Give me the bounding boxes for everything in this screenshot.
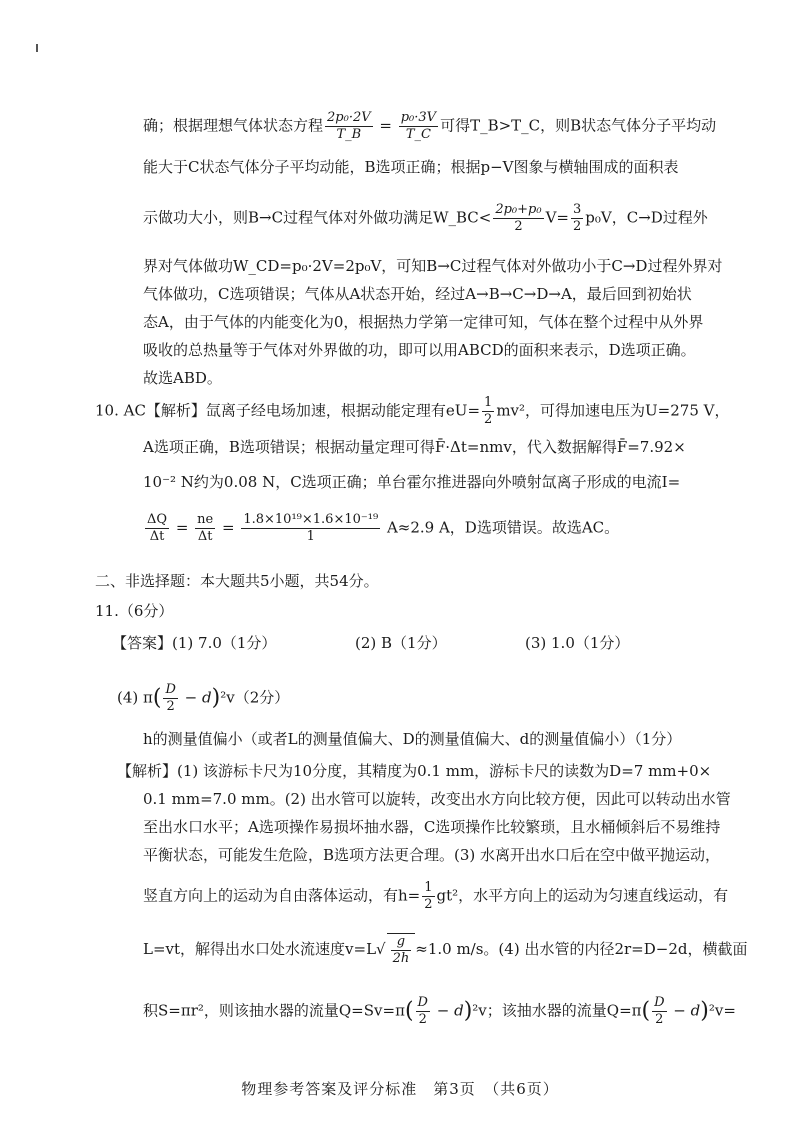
text: 10. AC【解析】氙离子经电场加速，根据动能定理有eU= bbox=[95, 401, 481, 420]
text: ²v（2分） bbox=[220, 688, 290, 707]
text: 可得T_B>T_C，则B状态气体分子平均动 bbox=[440, 116, 717, 135]
equals: = bbox=[374, 116, 397, 135]
q9-line-8: 故选ABD。 bbox=[143, 369, 222, 387]
q11-explain-1: 【解析】(1) 该游标卡尺为10分度，其精度为0.1 mm，游标卡尺的读数为D=7 mm+0× bbox=[117, 762, 712, 780]
q11-explain-4: 平衡状态，可能发生危险，B选项方法更合理。(3) 水离开出水口后在空中做平抛运动， bbox=[143, 846, 721, 864]
text: ²v= bbox=[708, 1001, 736, 1020]
fraction bbox=[241, 512, 380, 545]
text: (4) π bbox=[117, 688, 153, 707]
q11-explain-6 bbox=[143, 933, 747, 967]
q9-line-2: 能大于C状态气体分子平均动能，B选项正确；根据p−V图象与横轴围成的面积表 bbox=[143, 158, 679, 176]
answer-2: (2) B（1分） bbox=[355, 634, 447, 652]
q10-line-3: 10⁻² N约为0.08 N，C选项正确；单台霍尔推进器向外喷射氙离子形成的电流I= bbox=[143, 473, 681, 491]
text: A≈2.9 A，D选项错误。故选AC。 bbox=[382, 518, 620, 537]
equals: = bbox=[171, 518, 194, 537]
fraction-den: 2 bbox=[484, 412, 493, 427]
q11-explain-2: 0.1 mm=7.0 mm。(2) 出水管可以旋转，改变出水方向比较方便，因此可以转动出水管 bbox=[143, 790, 731, 808]
fraction-den: T_C bbox=[405, 127, 431, 142]
text: p₀V，C→D过程外 bbox=[585, 208, 708, 227]
answer-3: (3) 1.0（1分） bbox=[525, 634, 630, 652]
fraction-num: 1 bbox=[484, 395, 493, 410]
sqrt-body bbox=[387, 933, 416, 967]
fraction-num: 1.8×10¹⁹×1.6×10⁻¹⁹ bbox=[243, 512, 379, 527]
text: ²v；该抽水器的流量Q=π bbox=[472, 1001, 642, 1020]
fraction-den: 2 bbox=[572, 219, 582, 234]
fraction-den: Δt bbox=[197, 529, 213, 544]
text: − d bbox=[179, 688, 212, 707]
text: 积S=πr²，则该抽水器的流量Q=Sv=π bbox=[143, 1001, 405, 1020]
fraction bbox=[195, 512, 215, 545]
text: − d bbox=[431, 1001, 464, 1020]
fraction bbox=[482, 395, 494, 428]
text: L=vt，解得出水口处水流速度v=L bbox=[143, 940, 377, 958]
q9-line-7: 吸收的总热量等于气体对外界做的功，即可以用ABCD的面积来表示，D选项正确。 bbox=[143, 341, 696, 359]
fraction bbox=[145, 512, 169, 545]
fraction-den: 2 bbox=[424, 897, 433, 912]
q10-line-2: A选项正确，B选项错误；根据动量定理可得F̄·Δt=nmv，代入数据解得F̄=7.92× bbox=[143, 438, 686, 456]
section-heading: 二、非选择题：本大题共5小题，共54分。 bbox=[95, 572, 379, 590]
fraction-den: 2 bbox=[166, 699, 175, 714]
fraction bbox=[422, 880, 434, 913]
paren-close: ) bbox=[700, 998, 709, 1024]
q9-line-3 bbox=[143, 202, 708, 235]
scan-mark bbox=[36, 44, 38, 52]
fraction-num: 2p₀+p₀ bbox=[495, 202, 542, 217]
text: 确；根据理想气体状态方程 bbox=[143, 116, 324, 135]
fraction-den: 2 bbox=[655, 1012, 664, 1027]
fraction-den: T_B bbox=[336, 127, 362, 142]
answer-1: (1) 7.0（1分） bbox=[172, 634, 277, 652]
fraction bbox=[399, 110, 438, 143]
page-footer: 物理参考答案及评分标准 第3页 （共6页） bbox=[241, 1080, 559, 1098]
fraction-num: 1 bbox=[424, 880, 433, 895]
q11-explain-3: 至出水口水平；A选项操作易损坏抽水器，C选项操作比较繁琐，且水桶倾斜后不易维持 bbox=[143, 818, 721, 836]
text: − d bbox=[668, 1001, 701, 1020]
fraction-num: D bbox=[654, 995, 665, 1010]
q9-line-4: 界对气体做功W_CD=p₀·2V=2p₀V，可知B→C过程气体对外做功小于C→D过程外界对 bbox=[143, 257, 723, 275]
q9-line-5: 气体做功，C选项错误；气体从A状态开始，经过A→B→C→D→A，最后回到初始状 bbox=[143, 285, 692, 303]
q9-line-6: 态A，由于气体的内能变化为0，根据热力学第一定律可知，气体在整个过程中从外界 bbox=[143, 313, 704, 331]
fraction bbox=[416, 995, 430, 1028]
text: V= bbox=[545, 208, 569, 227]
fraction-den: 1 bbox=[306, 529, 315, 544]
fraction-num: D bbox=[417, 995, 428, 1010]
q11-explain-7 bbox=[143, 995, 736, 1028]
q9-line-1 bbox=[143, 110, 716, 143]
fraction bbox=[652, 995, 666, 1028]
fraction-num: p₀·3V bbox=[400, 110, 437, 125]
fraction bbox=[391, 934, 412, 967]
fraction-den: 2 bbox=[418, 1012, 427, 1027]
fraction-num: g bbox=[391, 934, 412, 951]
fraction-den: 2 bbox=[514, 219, 523, 234]
paren-open: ( bbox=[404, 998, 414, 1024]
q10-line-1 bbox=[95, 395, 729, 428]
paren-close: ) bbox=[211, 685, 221, 711]
fraction-num: ne bbox=[197, 512, 214, 527]
fraction bbox=[325, 110, 373, 143]
text: 竖直方向上的运动为自由落体运动，有h= bbox=[143, 886, 421, 905]
fraction-num: D bbox=[165, 682, 176, 697]
paren-open: ( bbox=[641, 998, 651, 1024]
answer-4 bbox=[117, 682, 289, 715]
q11-explain-5 bbox=[143, 880, 728, 913]
text: mv²，可得加速电压为U=275 V， bbox=[496, 401, 730, 420]
q11-answer-row bbox=[112, 632, 276, 654]
fraction-num: 2p₀·2V bbox=[327, 110, 371, 125]
fraction-num: 3 bbox=[572, 202, 582, 217]
fraction-den: Δt bbox=[149, 529, 165, 544]
q10-line-4 bbox=[143, 512, 619, 545]
paren-open: ( bbox=[152, 685, 162, 711]
fraction bbox=[493, 202, 543, 235]
fraction bbox=[163, 682, 177, 715]
equals: = bbox=[217, 518, 240, 537]
text: gt²，水平方向上的运动为匀速直线运动，有 bbox=[436, 886, 729, 905]
fraction bbox=[571, 202, 583, 235]
q11-heading: 11.（6分） bbox=[95, 602, 174, 620]
answer-label: 【答案】 bbox=[112, 634, 173, 652]
text: 示做功大小，则B→C过程气体对外做功满足W_BC< bbox=[143, 208, 492, 227]
answer-5: h的测量值偏小（或者L的测量值偏大、D的测量值偏大、d的测量值偏小）（1分） bbox=[143, 730, 682, 748]
fraction-den: 2h bbox=[392, 951, 410, 966]
fraction-num: ΔQ bbox=[147, 512, 168, 527]
sqrt-sign: √ bbox=[376, 940, 386, 958]
paren-close: ) bbox=[463, 998, 473, 1024]
text: ≈1.0 m/s。(4) 出水管的内径2r=D−2d，横截面 bbox=[415, 940, 748, 958]
